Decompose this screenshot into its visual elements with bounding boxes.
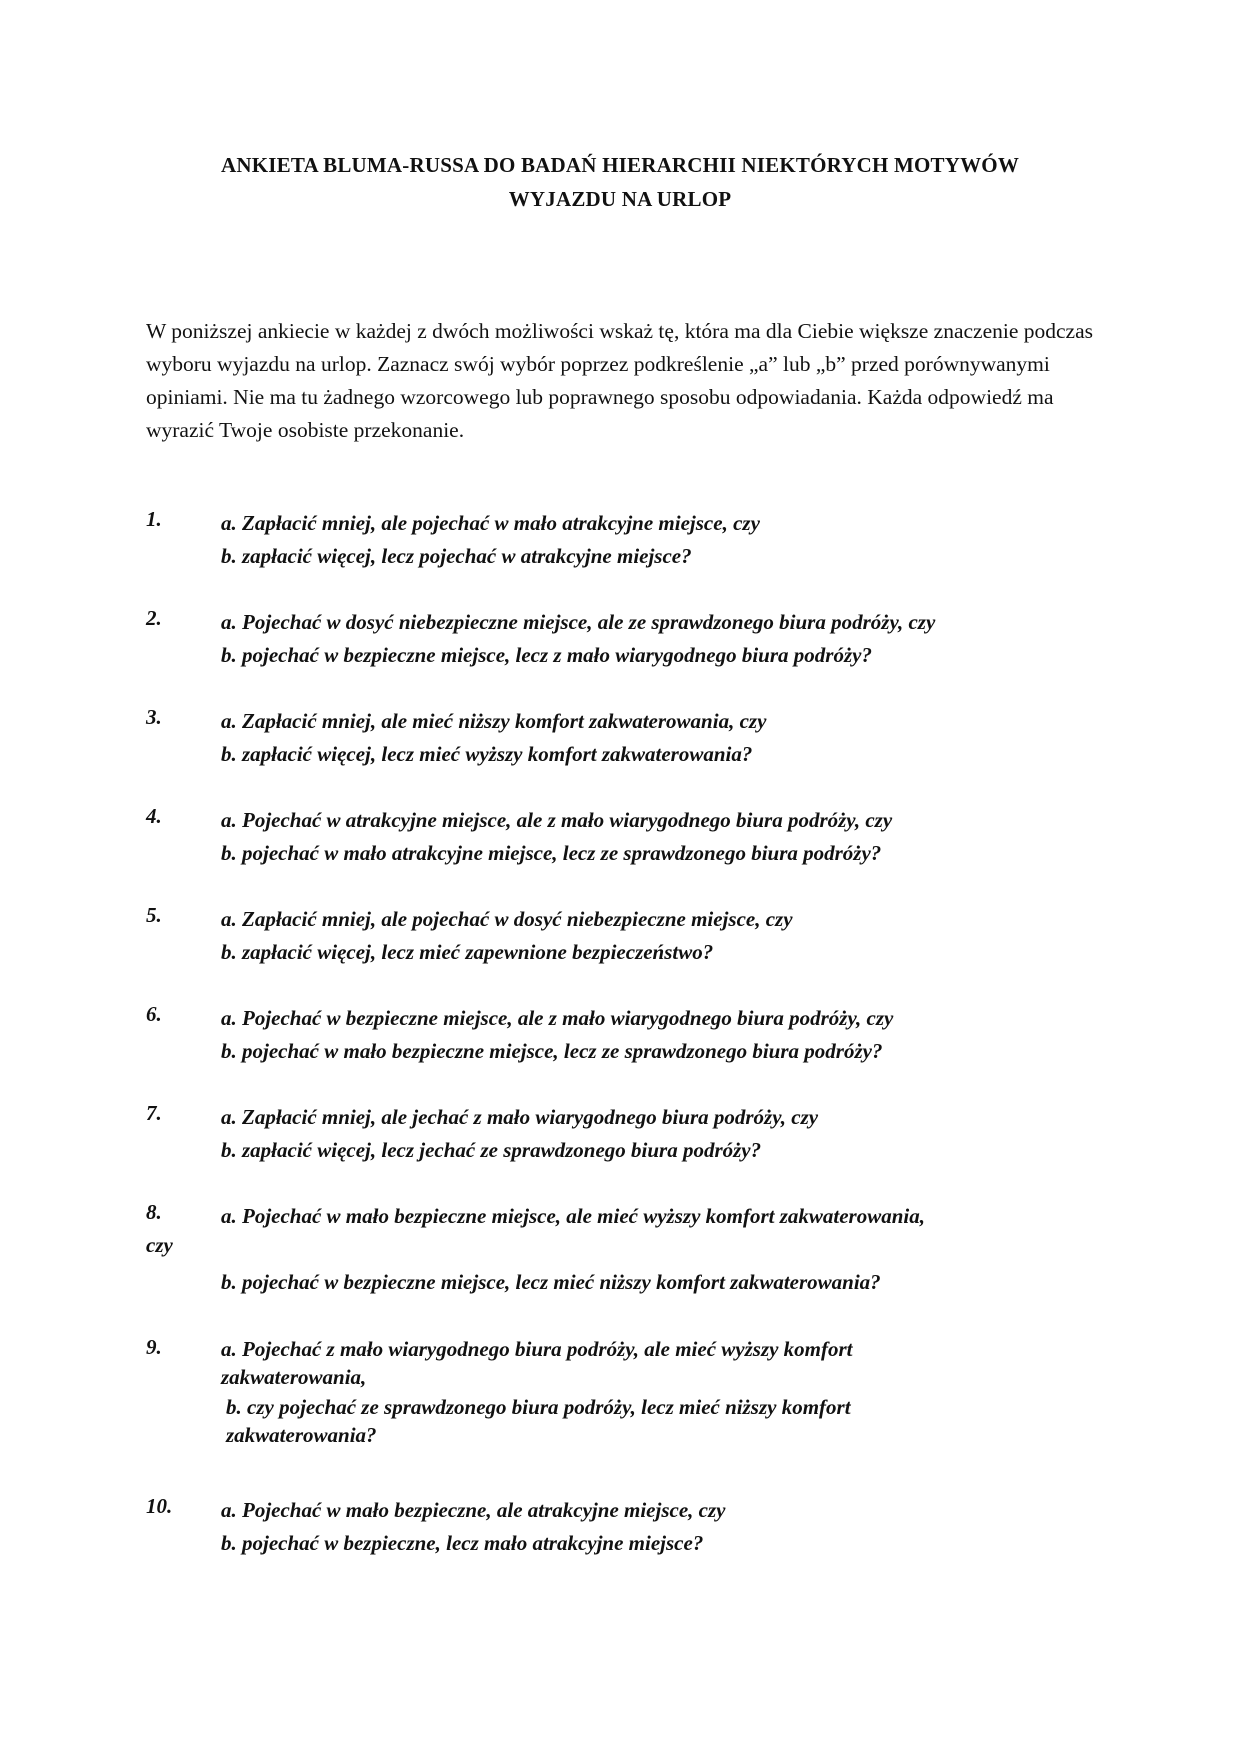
- question-number: 8.: [146, 1200, 162, 1224]
- question-number: 5.: [146, 903, 162, 927]
- question-number: 3.: [146, 705, 162, 729]
- option-b[interactable]: b. czy pojechać ze sprawdzonego biura podróży, lecz mieć niższy komfort zakwaterowania?: [226, 1395, 851, 1447]
- option-b[interactable]: b. zapłacić więcej, lecz mieć wyższy komfort zakwaterowania?: [221, 742, 753, 766]
- option-b[interactable]: b. pojechać w mało bezpieczne miejsce, lecz ze sprawdzonego biura podróży?: [221, 1039, 883, 1063]
- question-number: 1.: [146, 507, 162, 531]
- option-a[interactable]: a. Zapłacić mniej, ale mieć niższy komfort zakwaterowania, czy: [221, 709, 767, 733]
- document-title: [140, 148, 1100, 216]
- option-a[interactable]: a. Pojechać z mało wiarygodnego biura podróży, ale mieć wyższy komfort zakwaterowania,: [221, 1337, 853, 1389]
- option-a[interactable]: a. Zapłacić mniej, ale jechać z mało wiarygodnego biura podróży, czy: [221, 1105, 819, 1129]
- option-a[interactable]: a. Zapłacić mniej, ale pojechać w dosyć niebezpieczne miejsce, czy: [221, 907, 793, 931]
- option-b[interactable]: b. zapłacić więcej, lecz jechać ze sprawdzonego biura podróży?: [221, 1138, 762, 1162]
- option-b[interactable]: b. zapłacić więcej, lecz pojechać w atrakcyjne miejsce?: [221, 544, 692, 568]
- option-a[interactable]: a. Pojechać w mało bezpieczne, ale atrakcyjne miejsce, czy: [221, 1498, 726, 1522]
- option-a[interactable]: a. Pojechać w atrakcyjne miejsce, ale z mało wiarygodnego biura podróży, czy: [221, 808, 893, 832]
- option-a[interactable]: a. Zapłacić mniej, ale pojechać w mało atrakcyjne miejsce, czy: [221, 511, 760, 535]
- option-b[interactable]: b. pojechać w bezpieczne, lecz mało atrakcyjne miejsce?: [221, 1531, 704, 1555]
- question-number: 2.: [146, 606, 162, 630]
- option-a[interactable]: a. Pojechać w bezpieczne miejsce, ale z mało wiarygodnego biura podróży, czy: [221, 1006, 894, 1030]
- question-number: 9.: [146, 1335, 162, 1359]
- option-b[interactable]: b. pojechać w bezpieczne miejsce, lecz z mało wiarygodnego biura podróży?: [221, 643, 872, 667]
- option-a[interactable]: a. Pojechać w dosyć niebezpieczne miejsce, ale ze sprawdzonego biura podróży, czy: [221, 610, 936, 634]
- option-a-continuation: czy: [146, 1233, 173, 1257]
- option-a[interactable]: a. Pojechać w mało bezpieczne miejsce, ale mieć wyższy komfort zakwaterowania,: [221, 1204, 926, 1228]
- option-b[interactable]: b. zapłacić więcej, lecz mieć zapewnione bezpieczeństwo?: [221, 940, 714, 964]
- option-b[interactable]: b. pojechać w mało atrakcyjne miejsce, lecz ze sprawdzonego biura podróży?: [221, 841, 882, 865]
- question-number: 4.: [146, 804, 162, 828]
- option-b[interactable]: b. pojechać w bezpieczne miejsce, lecz mieć niższy komfort zakwaterowania?: [221, 1270, 881, 1294]
- intro-paragraph: W poniższej ankiecie w każdej z dwóch możliwości wskaż tę, która ma dla Ciebie większe znaczenie podczas wyboru wyjazdu na urlop. Zaznacz swój wybór poprzez podkreślenie „a” lub „b” przed porównywanymi opiniami. Nie ma tu żadnego wzorcowego lub poprawnego sposobu odpowiadania. Każda odpowiedź ma wyrazić Twoje osobiste przekonanie.: [146, 319, 1093, 442]
- title-line-2: WYJAZDU NA URLOP: [508, 187, 732, 211]
- title-line-1: ANKIETA BLUMA-RUSSA DO BADAŃ HIERARCHII NIEKTÓRYCH MOTYWÓW: [220, 153, 1020, 177]
- question-number: 10.: [146, 1494, 173, 1518]
- question-number: 6.: [146, 1002, 162, 1026]
- question-number: 7.: [146, 1101, 162, 1125]
